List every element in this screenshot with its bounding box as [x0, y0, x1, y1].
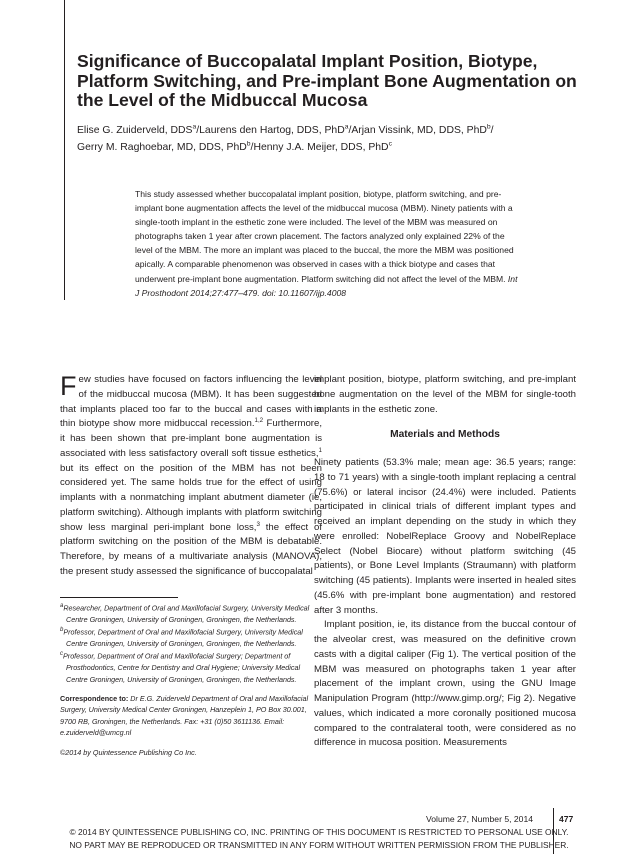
body-column-left — [60, 373, 322, 580]
author-name: Gerry M. Raghoebar, MD, DDS, PhD — [77, 141, 247, 153]
footnote-affiliation: $^a$Researcher, Department of Oral and Maxillofacial Surgery, University Medical Centre Groningen, University of Groningen, Groningen, the Netherlands. — [60, 603, 310, 624]
copyright-line: ©2014 by Quintessence Publishing Co Inc. — [60, 747, 197, 757]
body-column-right — [314, 373, 576, 751]
reference-mark: 1,2 — [254, 417, 264, 425]
abstract-text: This study assessed whether buccopalatal implant position, biotype, platform switching, and pre-implant bone augmentation affects the level of the midbuccal mucosa (MBM). Ninety patients with a single-tooth implant in the esthetic zone were included. The level of the MBM was measured on photographs taken 1 year after crown placement. The factors analyzed only explained 22% of the level of the MBM. The more an implant was placed to the buccal, the more the MBM was positioned apically. A comparable phenomenon was observed in cases with a thick biotype and cases that underwent pre-implant bone augmentation. Platform switching did not affect the level of the MBM. — [135, 189, 514, 284]
section-heading: Materials and Methods — [390, 429, 500, 441]
intro-paragraph-continued: implant position, biotype, platform switching, and pre-implant bone augmentation on the level of the MBM for single-tooth implants in the esthetic zone. — [314, 374, 576, 415]
intro-paragraph: Few studies have focused on factors influencing the level of the midbuccal mucosa (MBM). It has been suggested that implants placed too far to the buccal and cases with a thin biotype show more midbuccal recession.$^{1,2}$ Furthermore, it has been shown that pre-implant bone augmentation is associated with less satisfactory overall soft tissue esthetics,$^1$ but its effect on the position of the MBM has not been considered yet. The same holds true for the effect of using implants with a nonmatching implant abutment diameter (ie, platform switching). Although implants with platform switching show less marginal peri-implant bone loss,$^3$ the effect of platform switching on the position of the MBM is debatable. Therefore, by means of a multivariate analysis (MANOVA), the present study assessed the significance of buccopalatal — [60, 371, 323, 577]
author-affiliation-mark: a — [344, 123, 349, 131]
author-affiliation-mark: b — [486, 123, 491, 131]
footnote-rule — [60, 597, 178, 598]
author-name: Laurens den Hartog, DDS, PhD — [199, 125, 345, 136]
author-affiliation-mark: c — [388, 140, 392, 148]
footnotes — [60, 601, 322, 758]
page-number: 477 — [559, 814, 574, 824]
author-list: Elise G. Zuiderveld, DDS$^a$/Laurens den Hartog, DDS, PhD$^a$/Arjan Vissink, MD, DDS, PhD$^b$/ Gerry M. Raghoebar, MD, DDS, PhD$^b$/Henny J.A. Meijer, DDS, PhD$^c$ — [77, 123, 494, 153]
abstract — [135, 187, 520, 300]
legal-notice-line-2: NO PART MAY BE REPRODUCED OR TRANSMITTED IN ANY FORM WITHOUT WRITTEN PERMISSION FROM THE PUBLISHER. — [69, 840, 569, 850]
correspondence: Correspondence to: Dr E.G. Zuiderveld Department of Oral and Maxillofacial Surgery, University Medical Center Groningen, Hanzeplein 1, PO Box 30.001, 9700 RB, Groningen, the Netherlands. Fax: +31 (0)50 3611136. Email: e.zuiderveld@umcg.nl — [60, 694, 309, 738]
footnote-affiliation: $^c$Professor, Department of Oral and Maxillofacial Surgery; Department of Prosthodontics, Centre for Dentistry and Oral Hygiene; University Medical Centre Groningen, University of Groningen, Groningen, the Netherlands. — [60, 651, 301, 684]
methods-paragraph: Implant position, ie, its distance from the buccal contour of the alveolar crest, was measured on the definitive crown casts with a digital caliper (Fig 1). The vertical position of the MBM was measured on photographs taken 1 year after placement of the implant crown, using the GNU Image Manipulation Program (http://www.gimp.org/; Fig 2). Negative values, which indicated a more coronally positioned mucosa compared to the contralateral tooth, were considered as no difference in mucosa position. Measurements — [314, 619, 576, 749]
legal-notice-line-1: © 2014 BY QUINTESSENCE PUBLISHING CO, INC. PRINTING OF THIS DOCUMENT IS RESTRICTED TO PERSONAL USE ONLY. — [69, 827, 569, 837]
abstract-citation: Int J Prosthodont 2014;27:477–479. doi: 10.11607/ijp.4008 — [135, 273, 518, 298]
author-affiliation-mark: a — [192, 123, 197, 131]
drop-cap: F — [60, 371, 77, 401]
left-vertical-rule — [64, 0, 65, 300]
volume-info: Volume 27, Number 5, 2014 — [426, 814, 534, 824]
footnote-affiliation: $^b$Professor, Department of Oral and Maxillofacial Surgery, University Medical Centre Groningen, University of Groningen, Groningen, the Netherlands. — [60, 627, 303, 648]
article-title: Significance of Buccopalatal Implant Position, Biotype, Platform Switching, and Pre-implant Bone Augmentation on the Level of the Midbuccal Mucosa — [77, 51, 577, 110]
methods-paragraph: Ninety patients (53.3% male; mean age: 36.5 years; range: 18 to 71 years) with a single-tooth implant replacing a central (75.6%) or lateral incisor (24.4%) were included. Patients participated in clinical trials of different implant types and received an implant depending on the study in which they were enrolled: NobelReplace Groovy and NobelReplace Select (Nobel Biocare) without platform switching (45 patients), or Bone Level Implants (Straumann) with platform switching (45 patients). Implants were inserted in healed sites (45.6% with pre-implant bone augmentation) and restored after 3 months. — [314, 457, 576, 616]
author-name: Arjan Vissink, MD, DDS, PhD — [351, 125, 487, 136]
author-name: Henny J.A. Meijer, DDS, PhD — [253, 141, 389, 153]
reference-mark: 3 — [256, 520, 260, 528]
author-affiliation-mark: b — [246, 140, 251, 148]
author-name: Elise G. Zuiderveld, DDS — [77, 125, 193, 136]
reference-mark: 1 — [318, 446, 322, 454]
